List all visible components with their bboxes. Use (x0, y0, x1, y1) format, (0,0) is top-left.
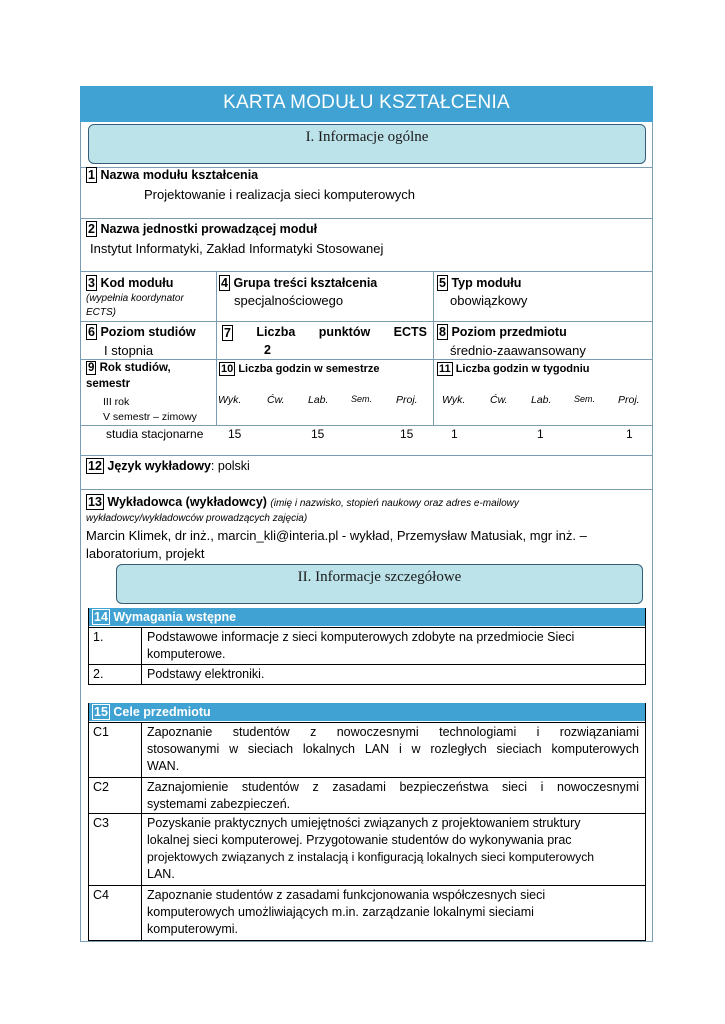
field-11-col: Wyk. (442, 394, 466, 406)
table-row-text: Podstawy elektroniki. (147, 667, 265, 681)
table-row-id: 2. (93, 667, 104, 681)
field-11-col: Ćw. (490, 394, 508, 406)
row-border (88, 684, 646, 685)
section-general-header (88, 124, 646, 164)
table-row-id: C4 (93, 888, 109, 902)
field-9-value: V semestr – zimowy (103, 411, 197, 423)
divider (80, 489, 653, 490)
table-row-id: C1 (93, 725, 109, 739)
divider (433, 271, 434, 425)
field-4-label: 4 Grupa treści kształcenia (221, 276, 378, 290)
field-13-label: 13 Wykładowca (wykładowcy) (imię i nazwisko, stopień naukowy oraz adres e-mailowy (88, 495, 519, 509)
field-10-value: 15 (228, 427, 242, 441)
table-row-text: Zaznajomienie studentów z zasadami bezpieczeństwa sieci i nowoczesnymi (147, 780, 639, 794)
field-12: 12 Język wykładowy: polski (88, 459, 250, 473)
row-border (88, 940, 646, 941)
divider (80, 218, 653, 219)
table-row-text: systemami zabezpieczeń. (147, 797, 291, 811)
table-row-text: WAN. (147, 759, 180, 773)
row-border (88, 722, 646, 723)
section-general-title: I. Informacje ogólne (305, 129, 429, 145)
field-10-label: 10 Liczba godzin w semestrze (221, 363, 380, 375)
field-9-label: 9 Rok studiów, (88, 362, 171, 374)
field-2-value: Instytut Informatyki, Zakład Informatyki Stosowanej (90, 241, 384, 256)
field-5-label: 5 Typ modułu (439, 276, 522, 290)
field-10-col: Ćw. (267, 394, 285, 406)
table-row-text: projektowych związanych z instalacją i konfiguracją lokalnych sieci komputerowych (147, 850, 595, 864)
field-10-value: 15 (311, 427, 325, 441)
table-row-text: Zapoznanie studentów z zasadami funkcjonowania współczesnych sieci (147, 888, 546, 902)
divider (80, 359, 653, 360)
field-11-col: Sem. (574, 394, 596, 404)
table-row-text: komputerowych umożliwiających m.in. zarządzanie lokalnymi sieciami (147, 905, 534, 919)
table-15-header: 15 Cele przedmiotu (88, 703, 646, 721)
table-row-id: C2 (93, 780, 109, 794)
col-border (645, 608, 646, 685)
divider (216, 271, 217, 425)
field-10-value: 15 (400, 427, 414, 441)
field-3-label: 3 Kod modułu (88, 276, 174, 290)
field-5-value: obowiązkowy (450, 293, 528, 308)
field-1-label: 1 Nazwa modułu kształcenia (88, 168, 259, 182)
field-9-value: III rok (103, 396, 130, 408)
page-title: KARTA MODUŁU KSZTAŁCENIA (80, 86, 653, 122)
field-11-col: Proj. (618, 394, 640, 406)
field-10-col: Sem. (351, 394, 373, 404)
section-detailed-header (116, 564, 643, 604)
field-8-label: 8 Poziom przedmiotu (439, 325, 567, 339)
field-13-note: wykładowcy/wykładowców prowadzących zajęcia) (86, 513, 308, 524)
field-10-col: Lab. (308, 394, 329, 406)
divider (80, 455, 653, 456)
field-11-value: 1 (537, 427, 544, 441)
row-border (88, 813, 646, 814)
field-11-label: 11 Liczba godzin w tygodniu (439, 363, 590, 375)
field-6-label: 6 Poziom studiów (88, 325, 196, 339)
divider (80, 425, 653, 426)
col-border (88, 703, 89, 941)
field-11-value: 1 (626, 427, 633, 441)
field-4-value: specjalnościowego (234, 293, 344, 308)
divider (80, 271, 653, 272)
table-row-text: komputerowe. (147, 647, 226, 661)
field-13-value: laboratorium, projekt (86, 546, 205, 561)
table-row-text: Zapoznanie studentów z nowoczesnymi technologiami i rozwiązaniami (147, 725, 639, 739)
divider (80, 321, 653, 322)
field-10-col: Proj. (396, 394, 418, 406)
field-8-value: średnio-zaawansowany (450, 343, 586, 358)
field-7-value: 2 (264, 343, 271, 357)
col-border (88, 608, 89, 685)
table-row-id: C3 (93, 816, 109, 830)
field-3-note: ECTS) (86, 307, 116, 318)
field-11-value: 1 (451, 427, 458, 441)
field-1-value: Projektowanie i realizacja sieci komputerowych (144, 187, 415, 202)
field-11-col: Lab. (531, 394, 552, 406)
col-border (645, 703, 646, 941)
section-detailed-title: II. Informacje szczegółowe (297, 569, 462, 585)
field-9-label: semestr (86, 378, 131, 390)
table-row-text: komputerowymi. (147, 922, 238, 936)
row-border (88, 885, 646, 886)
field-9-value: studia stacjonarne (106, 427, 204, 441)
table-row-text: Pozyskanie praktycznych umiejętności związanych z projektowaniem struktury (147, 816, 581, 830)
table-row-text: LAN. (147, 867, 175, 881)
row-border (88, 627, 646, 628)
field-6-value: I stopnia (104, 343, 154, 358)
field-13-value: Marcin Klimek, dr inż., marcin_kli@interia.pl - wykład, Przemysław Matusiak, mgr inż. – (86, 528, 587, 543)
field-2-label: 2 Nazwa jednostki prowadzącej moduł (88, 222, 318, 236)
field-3-note: (wypełnia koordynator (86, 293, 184, 304)
row-border (88, 777, 646, 778)
table-row-text: Podstawowe informacje z sieci komputerowych zdobyte na przedmiocie Sieci (147, 630, 575, 644)
col-border (141, 722, 142, 941)
field-10-col: Wyk. (218, 394, 242, 406)
table-row-id: 1. (93, 630, 104, 644)
field-7-label: 7 Liczba punktów ECTS (224, 325, 427, 340)
col-border (141, 627, 142, 685)
row-border (88, 664, 646, 665)
table-row-text: stosowanymi w sieciach lokalnych LAN i w rozległych sieciach komputerowych (147, 742, 639, 756)
table-14-header: 14 Wymagania wstępne (88, 608, 646, 626)
table-row-text: lokalnej sieci komputerowej. Przygotowanie studentów do wykonywania prac (147, 833, 572, 847)
